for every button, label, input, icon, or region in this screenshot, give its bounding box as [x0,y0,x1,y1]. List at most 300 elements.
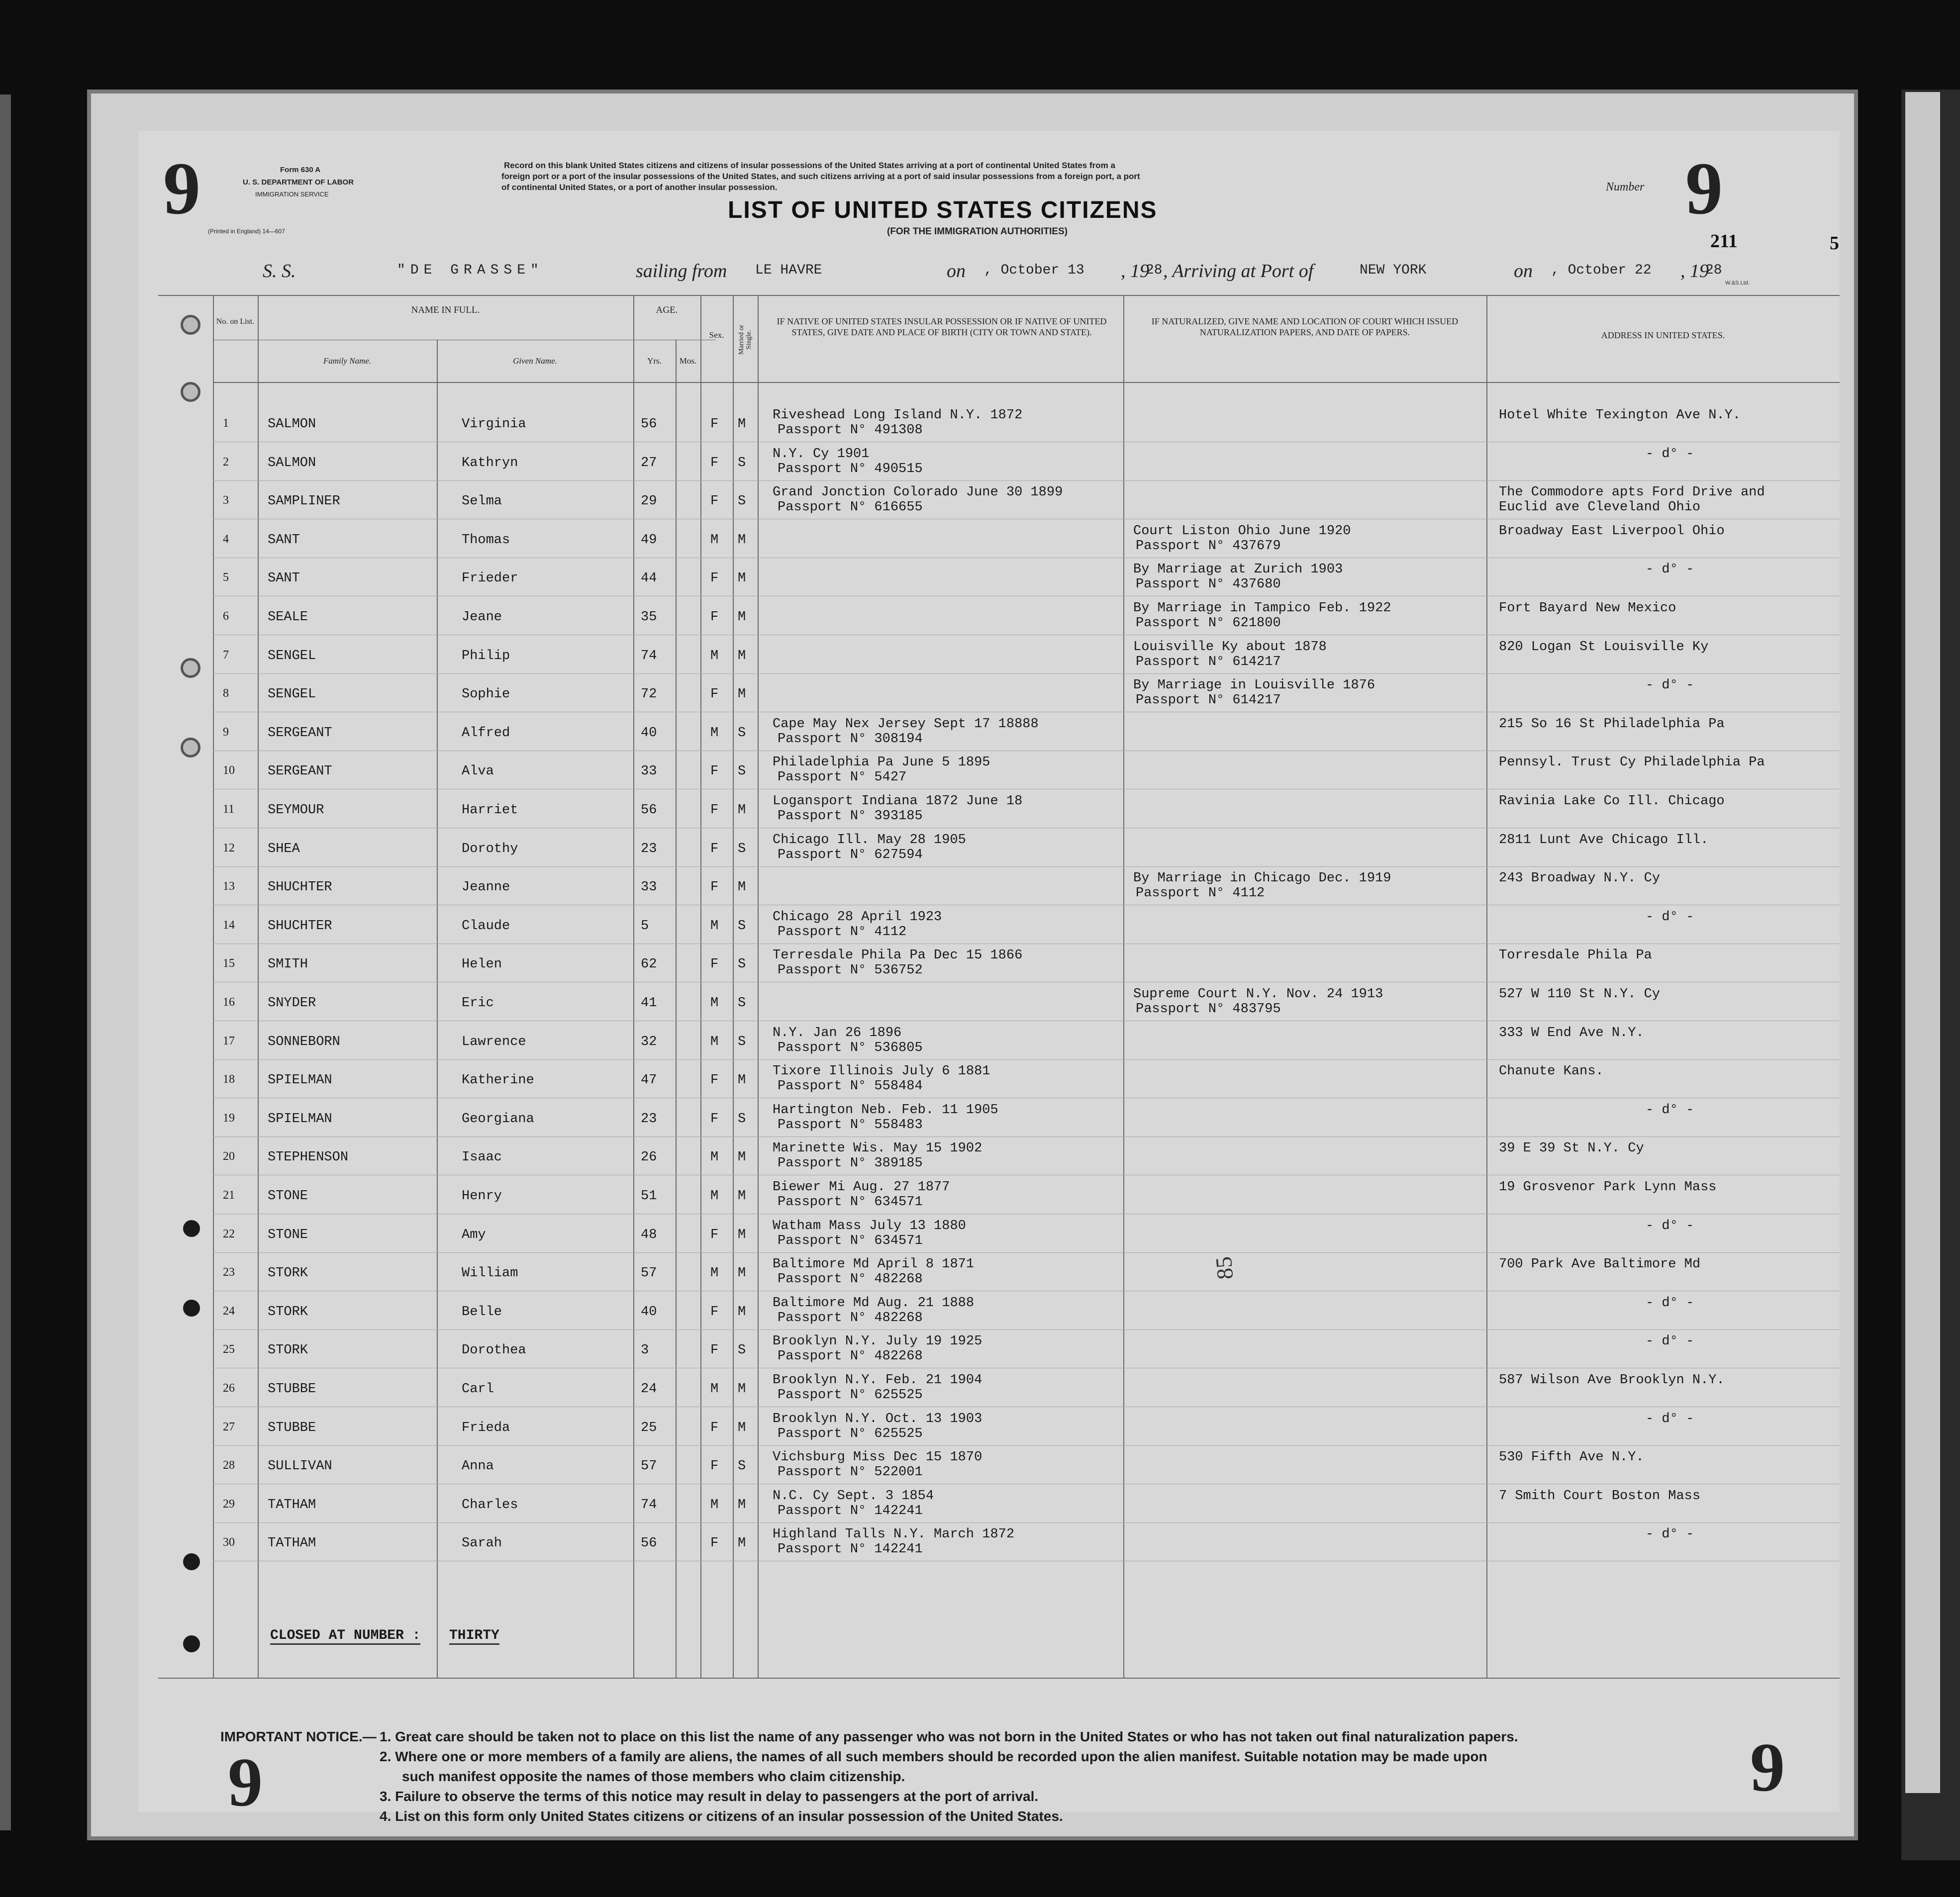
row-number: 4 [223,532,229,546]
family-name: SEYMOUR [268,803,324,818]
marital-status: M [738,648,746,664]
given-name: Thomas [462,532,510,548]
notice-item-3: 3. Failure to observe the terms of this notice may result in delay to passengers at the port of arrival. [380,1789,1039,1804]
age-years: 5 [641,918,649,934]
col-header-name-in-full: NAME IN FULL. [411,305,480,315]
year-label-2: , 19 [1680,261,1709,282]
address: - d° - [1646,1411,1694,1426]
given-name: Harriet [462,803,518,818]
col-header-given-name: Given Name. [513,356,557,366]
row-number: 26 [223,1382,235,1395]
birth-passport: Passport N° 536752 [778,963,923,978]
page-subtitle: (FOR THE IMMIGRATION AUTHORITIES) [887,226,1068,237]
printed-note: (Printed in England) 14—607 [208,228,285,235]
table-row [138,827,1840,864]
family-name: STORK [268,1266,308,1281]
row-number: 8 [223,687,229,700]
age-years: 57 [641,1459,657,1474]
marital-status: M [738,1150,746,1165]
marital-status: S [738,1034,746,1049]
birth-place-date: Baltimore Md Aug. 21 1888 [773,1295,975,1311]
col-header-family-name: Family Name. [323,356,372,366]
age-years: 74 [641,1497,657,1513]
service: IMMIGRATION SERVICE [255,190,329,198]
closed-label: CLOSED AT NUMBER : [270,1628,420,1645]
naturalization-passport: Passport N° 614217 [1136,693,1281,708]
family-name: SHEA [268,841,300,856]
sex: M [710,1266,719,1281]
birth-place-date: Chicago 28 April 1923 [773,909,942,925]
family-name: TATHAM [268,1536,316,1551]
binding-ring [181,382,200,402]
naturalization-court: Court Liston Ohio June 1920 [1133,523,1351,539]
address: Ravinia Lake Co Ill. Chicago [1499,794,1725,809]
on-label-2: on [1514,261,1533,282]
sex: M [710,1497,719,1513]
col-header-birth: IF NATIVE OF UNITED STATES INSULAR POSSESSION OR IF NATIVE OF UNITED STATES, GIVE DATE AND PLACE OF BIRTH (CITY OR TOWN AND STATE). [777,316,1107,337]
age-years: 51 [641,1189,657,1204]
table-row [138,1135,1840,1173]
family-name: SMITH [268,957,308,972]
table-row [138,595,1840,633]
row-number: 20 [223,1150,235,1163]
table-row [138,1521,1840,1559]
row-number: 23 [223,1266,235,1279]
col-header-naturalized: IF NATURALIZED, GIVE NAME AND LOCATION OF COURT WHICH ISSUED NATURALIZATION PAPERS, AND DATE OF PAPERS. [1151,316,1459,337]
row-number: 10 [223,764,235,777]
family-name: SONNEBORN [268,1034,340,1049]
sex: F [710,494,719,509]
birth-place-date: N.Y. Cy 1901 [773,446,870,462]
marital-status: M [738,880,746,895]
row-number: 16 [223,996,235,1009]
family-name: SENGEL [268,687,316,702]
table-row [138,1483,1840,1520]
sex: M [710,1150,719,1165]
form-number: Form 630 A [280,166,321,174]
record-text-2: foreign port or a port of the insular possessions of the United States, and such citizens arriving at a port of said insular possessions from a foreign port, a port [501,172,1140,181]
address: - d° - [1646,1334,1694,1349]
table-top-border [158,295,1840,296]
sex: M [710,1034,719,1049]
address: 7 Smith Court Boston Mass [1499,1488,1701,1504]
sex: F [710,764,719,779]
birth-passport: Passport N° 4112 [778,924,907,940]
marital-status: S [738,957,746,972]
marital-status: M [738,1073,746,1088]
row-number: 29 [223,1497,235,1511]
family-name: STUBBE [268,1382,316,1397]
col-header-months: Mos. [679,356,697,366]
sex: F [710,571,719,586]
family-name: STONE [268,1227,308,1242]
table-row [138,749,1840,787]
naturalization-passport: Passport N° 4112 [1136,886,1265,901]
address: Hotel White Texington Ave N.Y. [1499,408,1741,423]
row-number: 14 [223,918,235,932]
departure-date: , October 13 [984,263,1084,278]
binding-hole [183,1635,200,1652]
table-row [138,441,1840,478]
given-name: Anna [462,1459,494,1474]
arrival-year: 28 [1705,263,1722,278]
birth-passport: Passport N° 634571 [778,1195,923,1210]
printer-mark: W.&S.Ltd. [1725,280,1750,286]
table-row [138,1020,1840,1057]
marital-status: S [738,841,746,856]
marital-status: M [738,1536,746,1551]
address: 333 W End Ave N.Y. [1499,1025,1644,1041]
sex: F [710,880,719,895]
marital-status: M [738,532,746,548]
col-header-number: No. on List. [216,317,255,326]
table-row [138,711,1840,749]
naturalization-court: By Marriage in Chicago Dec. 1919 [1133,871,1391,886]
table-row [138,981,1840,1019]
given-name: Dorothy [462,841,518,856]
age-years: 3 [641,1343,649,1358]
marital-status: M [738,687,746,702]
given-name: Sarah [462,1536,502,1551]
col-header-married-single: Married or Single. [738,324,753,355]
sex: F [710,1343,719,1358]
birth-place-date: Riveshead Long Island N.Y. 1872 [773,408,1023,423]
family-name: SULLIVAN [268,1459,332,1474]
row-number: 9 [223,725,229,739]
row-number: 19 [223,1111,235,1125]
age-years: 56 [641,803,657,818]
row-number: 3 [223,494,229,507]
given-name: Georgiana [462,1111,534,1127]
address: 587 Wilson Ave Brooklyn N.Y. [1499,1373,1725,1388]
given-name: Amy [462,1227,486,1242]
table-row [138,1251,1840,1289]
table-row [138,1406,1840,1443]
birth-passport: Passport N° 625525 [778,1388,923,1403]
given-name: Claude [462,918,510,934]
table-row [138,904,1840,942]
family-name: STORK [268,1343,308,1358]
sheet-side-number: 5 [1830,233,1839,254]
table-row [138,1097,1840,1135]
bottom-right-number: 9 [1750,1729,1785,1806]
page-title: LIST OF UNITED STATES CITIZENS [728,197,1158,223]
sheet-number-left: 9 [163,147,200,230]
marital-status: S [738,764,746,779]
arrival-port: NEW YORK [1360,263,1427,278]
sex: M [710,1189,719,1204]
address: - d° - [1646,446,1694,462]
age-years: 26 [641,1150,657,1165]
given-name: Philip [462,648,510,664]
family-name: STONE [268,1189,308,1204]
row-number: 2 [223,455,229,469]
binding-hole [183,1220,200,1237]
marital-status: S [738,1459,746,1474]
table-row [138,402,1840,440]
row-number: 6 [223,610,229,623]
family-name: SHUCHTER [268,880,332,895]
marital-status: M [738,1227,746,1242]
sex: F [710,841,719,856]
marital-status: M [738,571,746,586]
address-line-2: Euclid ave Cleveland Ohio [1499,500,1701,515]
birth-place-date: Brooklyn N.Y. July 19 1925 [773,1334,982,1349]
year-label-1: , 19 [1121,261,1149,282]
birth-passport: Passport N° 625525 [778,1426,923,1441]
sheet-number-right: 9 [1685,147,1723,230]
family-name: SANT [268,532,300,548]
age-years: 27 [641,455,657,471]
family-name: SALMON [268,417,316,432]
age-years: 56 [641,417,657,432]
address: 527 W 110 St N.Y. Cy [1499,987,1661,1002]
family-name: STEPHENSON [268,1150,349,1165]
address: - d° - [1646,1527,1694,1542]
row-number: 18 [223,1073,235,1086]
address: 700 Park Ave Baltimore Md [1499,1257,1701,1272]
given-name: Jeanne [462,880,510,895]
table-row [138,634,1840,671]
address: - d° - [1646,1218,1694,1233]
row-number: 7 [223,648,229,662]
family-name: SPIELMAN [268,1073,332,1088]
row-number: 11 [223,803,235,816]
birth-place-date: Cape May Nex Jersey Sept 17 18888 [773,716,1039,732]
birth-place-date: Philadelphia Pa June 5 1895 [773,755,990,770]
marital-status: M [738,1497,746,1513]
age-years: 33 [641,764,657,779]
sex: F [710,1420,719,1435]
notice-item-2-cont: such manifest opposite the names of those members who claim citizenship. [402,1769,905,1784]
left-page-edge [0,95,11,1830]
notice-item-4: 4. List on this form only United States citizens or citizens of an insular possession of the United States. [380,1808,1063,1824]
address: - d° - [1646,678,1694,693]
family-name: SPIELMAN [268,1111,332,1127]
family-name: SNYDER [268,996,316,1011]
sex: F [710,1304,719,1320]
sex: F [710,455,719,471]
address: 215 So 16 St Philadelphia Pa [1499,716,1725,732]
address: 530 Fifth Ave N.Y. [1499,1450,1644,1465]
birth-place-date: N.Y. Jan 26 1896 [773,1025,902,1041]
age-years: 57 [641,1266,657,1281]
margin-mark: 85 [1210,1255,1238,1281]
birth-passport: Passport N° 482268 [778,1310,923,1326]
naturalization-court: Supreme Court N.Y. Nov. 24 1913 [1133,987,1383,1002]
address: 820 Logan St Louisville Ky [1499,639,1709,655]
marital-status: S [738,1111,746,1127]
birth-place-date: Tixore Illinois July 6 1881 [773,1064,990,1079]
naturalization-court: By Marriage at Zurich 1903 [1133,562,1343,577]
row-number: 13 [223,880,235,893]
naturalization-passport: Passport N° 483795 [1136,1002,1281,1017]
birth-passport: Passport N° 627594 [778,847,923,862]
family-name: TATHAM [268,1497,316,1513]
row-number: 22 [223,1227,235,1240]
age-years: 74 [641,648,657,664]
family-name: SERGEANT [268,725,332,741]
number-label: Number [1606,181,1645,193]
sex: F [710,957,719,972]
table-row [138,1290,1840,1328]
given-name: Alva [462,764,494,779]
age-years: 24 [641,1382,657,1397]
age-years: 72 [641,687,657,702]
sex: F [710,417,719,432]
row-number: 5 [223,571,229,584]
sex: F [710,1459,719,1474]
family-name: SALMON [268,455,316,471]
table-bottom-border [158,1678,1840,1679]
birth-passport: Passport N° 5427 [778,770,907,785]
table-row [138,1174,1840,1212]
birth-passport: Passport N° 393185 [778,809,923,824]
naturalization-court: By Marriage in Louisville 1876 [1133,678,1375,693]
naturalization-passport: Passport N° 614217 [1136,654,1281,669]
document-sheet [87,90,1858,1840]
given-name: Isaac [462,1150,502,1165]
marital-status: M [738,803,746,818]
row-number: 21 [223,1189,235,1202]
table-row [138,1328,1840,1366]
table-row [138,1213,1840,1250]
birth-passport: Passport N° 491308 [778,423,923,438]
given-name: Dorothea [462,1343,526,1358]
given-name: William [462,1266,518,1281]
family-name: STORK [268,1304,308,1320]
table-row [138,518,1840,556]
given-name: Lawrence [462,1034,526,1049]
birth-place-date: Brooklyn N.Y. Feb. 21 1904 [773,1373,982,1388]
age-years: 25 [641,1420,657,1435]
given-name: Carl [462,1382,494,1397]
birth-passport: Passport N° 616655 [778,500,923,515]
address: 39 E 39 St N.Y. Cy [1499,1141,1644,1156]
birth-passport: Passport N° 142241 [778,1542,923,1557]
address: Chanute Kans. [1499,1064,1604,1079]
next-page-strip [1905,92,1940,1793]
notice-item-2: 2. Where one or more members of a family are aliens, the names of all such members should be recorded upon the alien manifest. Suitable notation may be made upon [380,1749,1487,1764]
given-name: Frieda [462,1420,510,1435]
family-name: SHUCHTER [268,918,332,934]
row-number: 28 [223,1459,235,1472]
birth-place-date: Brooklyn N.Y. Oct. 13 1903 [773,1411,982,1426]
bottom-left-number: 9 [228,1744,263,1821]
age-years: 62 [641,957,657,972]
birth-passport: Passport N° 558484 [778,1079,923,1094]
col-header-sex: Sex. [709,330,724,340]
age-years: 29 [641,494,657,509]
marital-status: M [738,610,746,625]
table-row [138,556,1840,594]
birth-place-date: Chicago Ill. May 28 1905 [773,832,966,848]
closed-value: THIRTY [449,1628,499,1645]
birth-place-date: Logansport Indiana 1872 June 18 [773,794,1023,809]
marital-status: M [738,1304,746,1320]
birth-passport: Passport N° 308194 [778,731,923,747]
given-name: Kathryn [462,455,518,471]
given-name: Katherine [462,1073,534,1088]
marital-status: M [738,1189,746,1204]
age-years: 33 [641,880,657,895]
arriving-label: , Arriving at Port of [1163,261,1314,282]
col-header-age: AGE. [656,305,678,315]
table-header-bottom [213,382,1840,383]
given-name: Jeane [462,610,502,625]
marital-status: S [738,725,746,741]
age-years: 32 [641,1034,657,1049]
sex: M [710,648,719,664]
col-header-years: Yrs. [647,356,662,366]
sailing-label: sailing from [636,261,727,282]
binding-hole [183,1553,200,1570]
marital-status: M [738,1420,746,1435]
table-row [138,1444,1840,1482]
sex: F [710,1111,719,1127]
sex: M [710,996,719,1011]
address: - d° - [1646,909,1694,925]
birth-passport: Passport N° 490515 [778,461,923,476]
age-years: 48 [641,1227,657,1242]
birth-place-date: Marinette Wis. May 15 1902 [773,1141,982,1156]
row-number: 30 [223,1536,235,1549]
on-label: on [947,261,966,282]
marital-status: M [738,1382,746,1397]
marital-status: M [738,417,746,432]
birth-passport: Passport N° 142241 [778,1503,923,1518]
sex: F [710,687,719,702]
family-name: SENGEL [268,648,316,664]
birth-place-date: Highland Talls N.Y. March 1872 [773,1527,1015,1542]
naturalization-passport: Passport N° 437679 [1136,538,1281,554]
address: Broadway East Liverpool Ohio [1499,523,1725,539]
given-name: Helen [462,957,502,972]
marital-status: S [738,918,746,934]
birth-place-date: Terresdale Phila Pa Dec 15 1866 [773,948,1023,963]
family-name: SAMPLINER [268,494,340,509]
row-number: 27 [223,1420,235,1433]
address: Pennsyl. Trust Cy Philadelphia Pa [1499,755,1765,770]
binding-ring [181,315,200,335]
address: - d° - [1646,1295,1694,1311]
age-years: 35 [641,610,657,625]
address: Fort Bayard New Mexico [1499,601,1676,616]
age-years: 49 [641,532,657,548]
table-row [138,1058,1840,1096]
record-text-3: of continental United States, or a port of another insular possession. [501,183,778,192]
row-number: 25 [223,1343,235,1356]
sex: M [710,918,719,934]
address: 243 Broadway N.Y. Cy [1499,871,1661,886]
given-name: Sophie [462,687,510,702]
table-row [138,865,1840,903]
address: The Commodore apts Ford Drive and [1499,485,1765,500]
address: 19 Grosvenor Park Lynn Mass [1499,1180,1717,1195]
manifest-page [138,131,1840,1824]
row-number: 15 [223,957,235,970]
age-years: 23 [641,1111,657,1127]
given-name: Henry [462,1189,502,1204]
sheet-page-number: 211 [1710,231,1738,252]
given-name: Belle [462,1304,502,1320]
binding-ring [181,738,200,758]
birth-passport: Passport N° 634571 [778,1233,923,1248]
marital-status: M [738,1266,746,1281]
address: 2811 Lunt Ave Chicago Ill. [1499,832,1709,848]
departure-port: LE HAVRE [755,263,822,278]
sex: F [710,803,719,818]
